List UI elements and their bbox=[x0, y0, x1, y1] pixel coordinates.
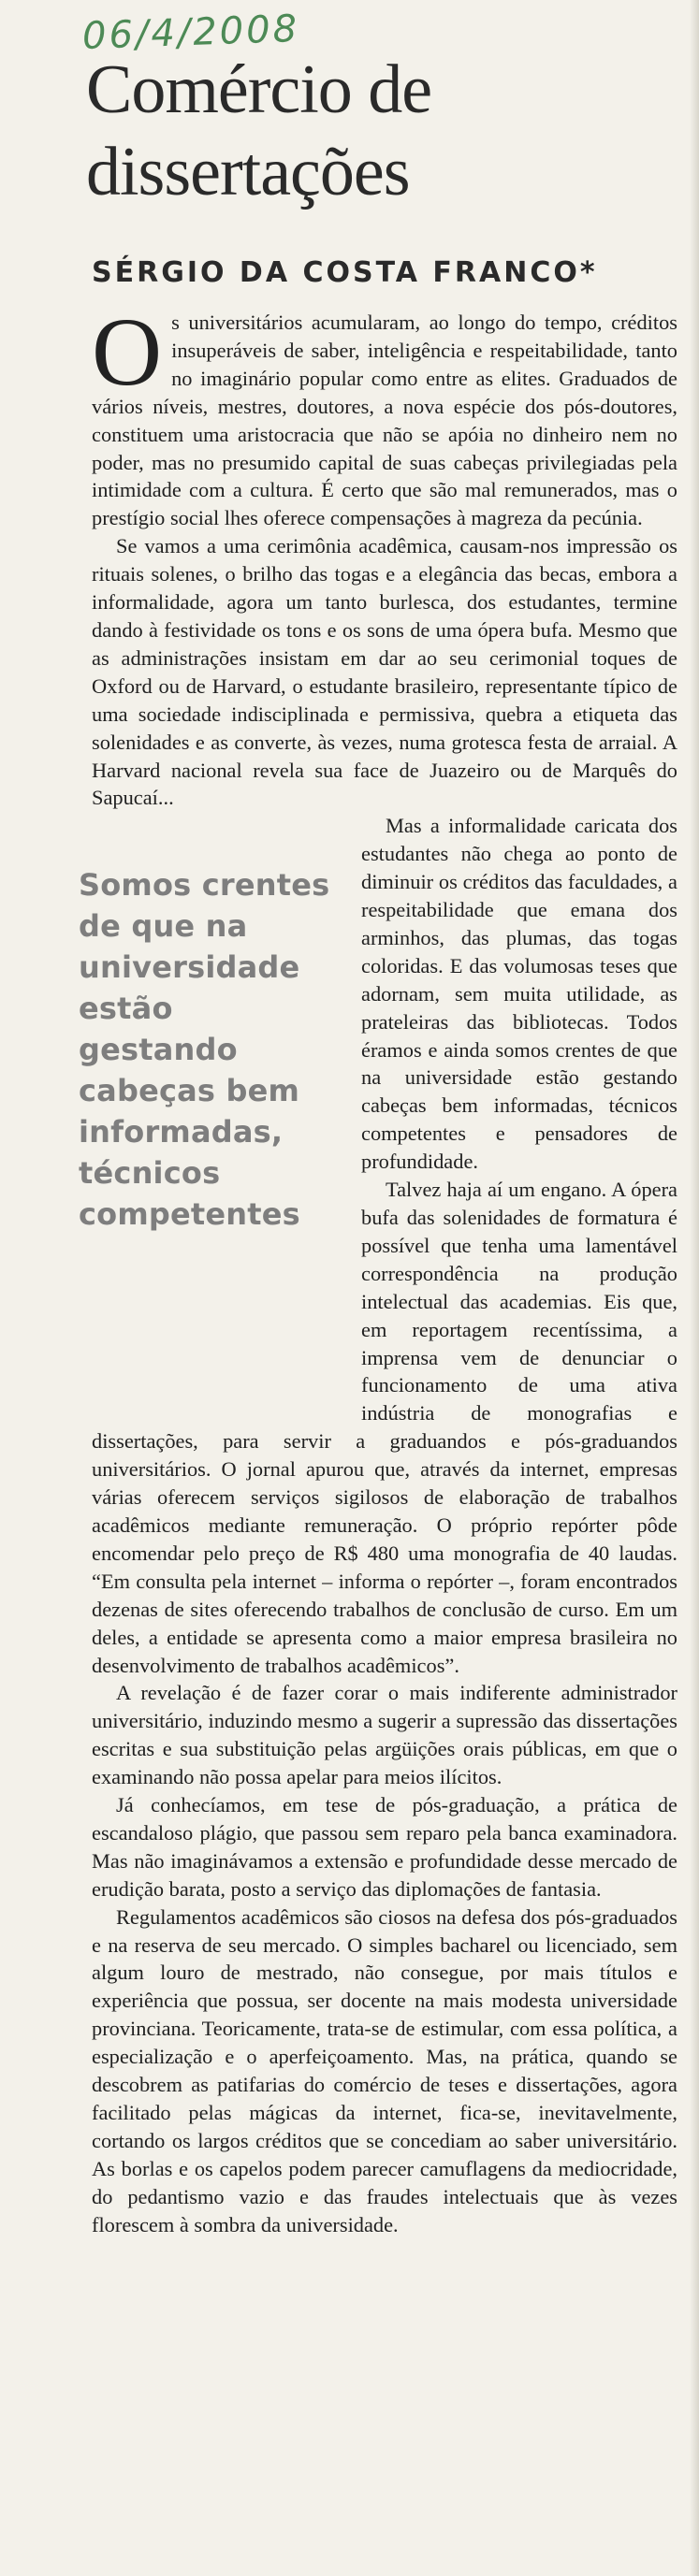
drop-cap: O bbox=[92, 298, 163, 406]
byline: SÉRGIO DA COSTA FRANCO* bbox=[92, 256, 598, 289]
page-edge-shadow bbox=[690, 0, 699, 2576]
article-paragraph-6: Já conhecíamos, em tese de pós-graduação, a prática de escandaloso plágio, que passou sem reparo pela banca examinadora. Mas não imaginávamos a extensão e profundidade desse mercado de erudição barata, posto a serviço das diplomações de fantasia. bbox=[92, 1793, 677, 1901]
article-paragraph-3: Mas a informalidade caricata dos estudantes não chega ao ponto de diminuir os créditos das faculdades, a respeitabilidade que emana dos arminhos, das plumas, das togas coloridas. E das volumosas teses que adornam, sem muita utilidade, as prateleiras das bibliotecas. Todos éramos e ainda somos crentes de que na universidade estão gestando cabeças bem informadas, técnicos competentes e pensadores de profundidade. bbox=[361, 814, 677, 1174]
article-body bbox=[79, 298, 677, 2239]
pull-quote: Somos crentes de que na universidade estão gestando cabeças bem informadas, técnicos competentes bbox=[79, 867, 330, 1233]
article-paragraph-2: Se vamos a uma cerimônia acadêmica, causam-nos impressão os rituais solenes, o brilho das togas e a elegância das becas, embora a informalidade, agora um tanto burlesca, dos estudantes, termine dando à festividade os tons e os sons de uma ópera bufa. Mesmo que as administrações insistam em dar ao seu cerimonial toques de Oxford ou de Harvard, o estudante brasileiro, representante típico de uma sociedade indisciplinada e permissiva, quebra a etiqueta das solenidades e as converte, às vezes, numa grotesca festa de arraial. A Harvard nacional revela sua face de Juazeiro ou de Marquês do Sapucaí... bbox=[92, 534, 677, 810]
handwritten-date: 06/4/2008 bbox=[81, 7, 300, 59]
paragraph-1-text: s universitários acumularam, ao longo do tempo, créditos insuperáveis de saber, inteligência e respeitabilidade, tanto no imaginário popular como entre as elites. Graduados de vários níveis, mestres, doutores, a nova espécie dos pós-doutores, constituem uma aristocracia que não se apóia no dinheiro nem no poder, mas no presumido capital de suas cabeças privilegiadas pela intimidade com a cultura. É certo que são mal remunerados, mas o prestígio social lhes oferece compensações à magreza da pecúnia. bbox=[92, 311, 677, 530]
headline: Comércio de dissertações bbox=[86, 51, 432, 210]
pull-quote-box bbox=[79, 832, 337, 1403]
article-paragraph-4: Talvez haja aí um engano. A ópera bufa das solenidades de formatura é possível que tenha uma lamentável correspondência na produção intelectual das academias. Eis que, em reportagem recentíssima, a imprensa vem de denunciar o funcionamento de uma ativa indústria de monografias e dissertações, para servir a graduandos e pós-graduandos universitários. O jornal apurou que, através da internet, empresas várias oferecem serviços sigilosos de elaboração de trabalhos acadêmicos mediante remuneração. O próprio repórter pôde encomendar pelo preço de R$ 480 uma monografia de 40 laudas. “Em consulta pela internet – informa o repórter –, foram encontrados dezenas de sites oferecendo trabalhos de conclusão de curso. Em um deles, a entidade se apresenta como a maior empresa brasileira no desenvolvimento de trabalhos acadêmicos”. bbox=[92, 1178, 677, 1677]
article-paragraph-7: Regulamentos acadêmicos são ciosos na defesa dos pós-graduados e na reserva de seu mercado. O simples bacharel ou licenciado, sem algum louro de mestrado, não consegue, por mais títulos e experiência que possua, ser docente na mais modesta universidade provinciana. Teoricamente, trata-se de estimular, com essa política, a especialização e o aperfeiçoamento. Mas, na prática, quando se descobrem as patifarias do comércio de teses e dissertações, agora facilitado pelas mágicas da internet, fica-se, inevitavelmente, cortando os largos créditos que se concediam ao saber universitário. As borlas e os capelos podem parecer camuflagens da mediocridade, do pedantismo vazio e das fraudes intelectuais que às vezes florescem à sombra da universidade. bbox=[92, 1904, 677, 2236]
article-paragraph-5: A revelação é de fazer corar o mais indiferente administrador universitário, induzindo mesmo a sugerir a supressão das dissertações escritas e sua substituição pelas argüições orais públicas, em que o examinando não possa apelar para meios ilícitos. bbox=[92, 1681, 677, 1789]
article-paragraph-1 bbox=[92, 298, 677, 532]
